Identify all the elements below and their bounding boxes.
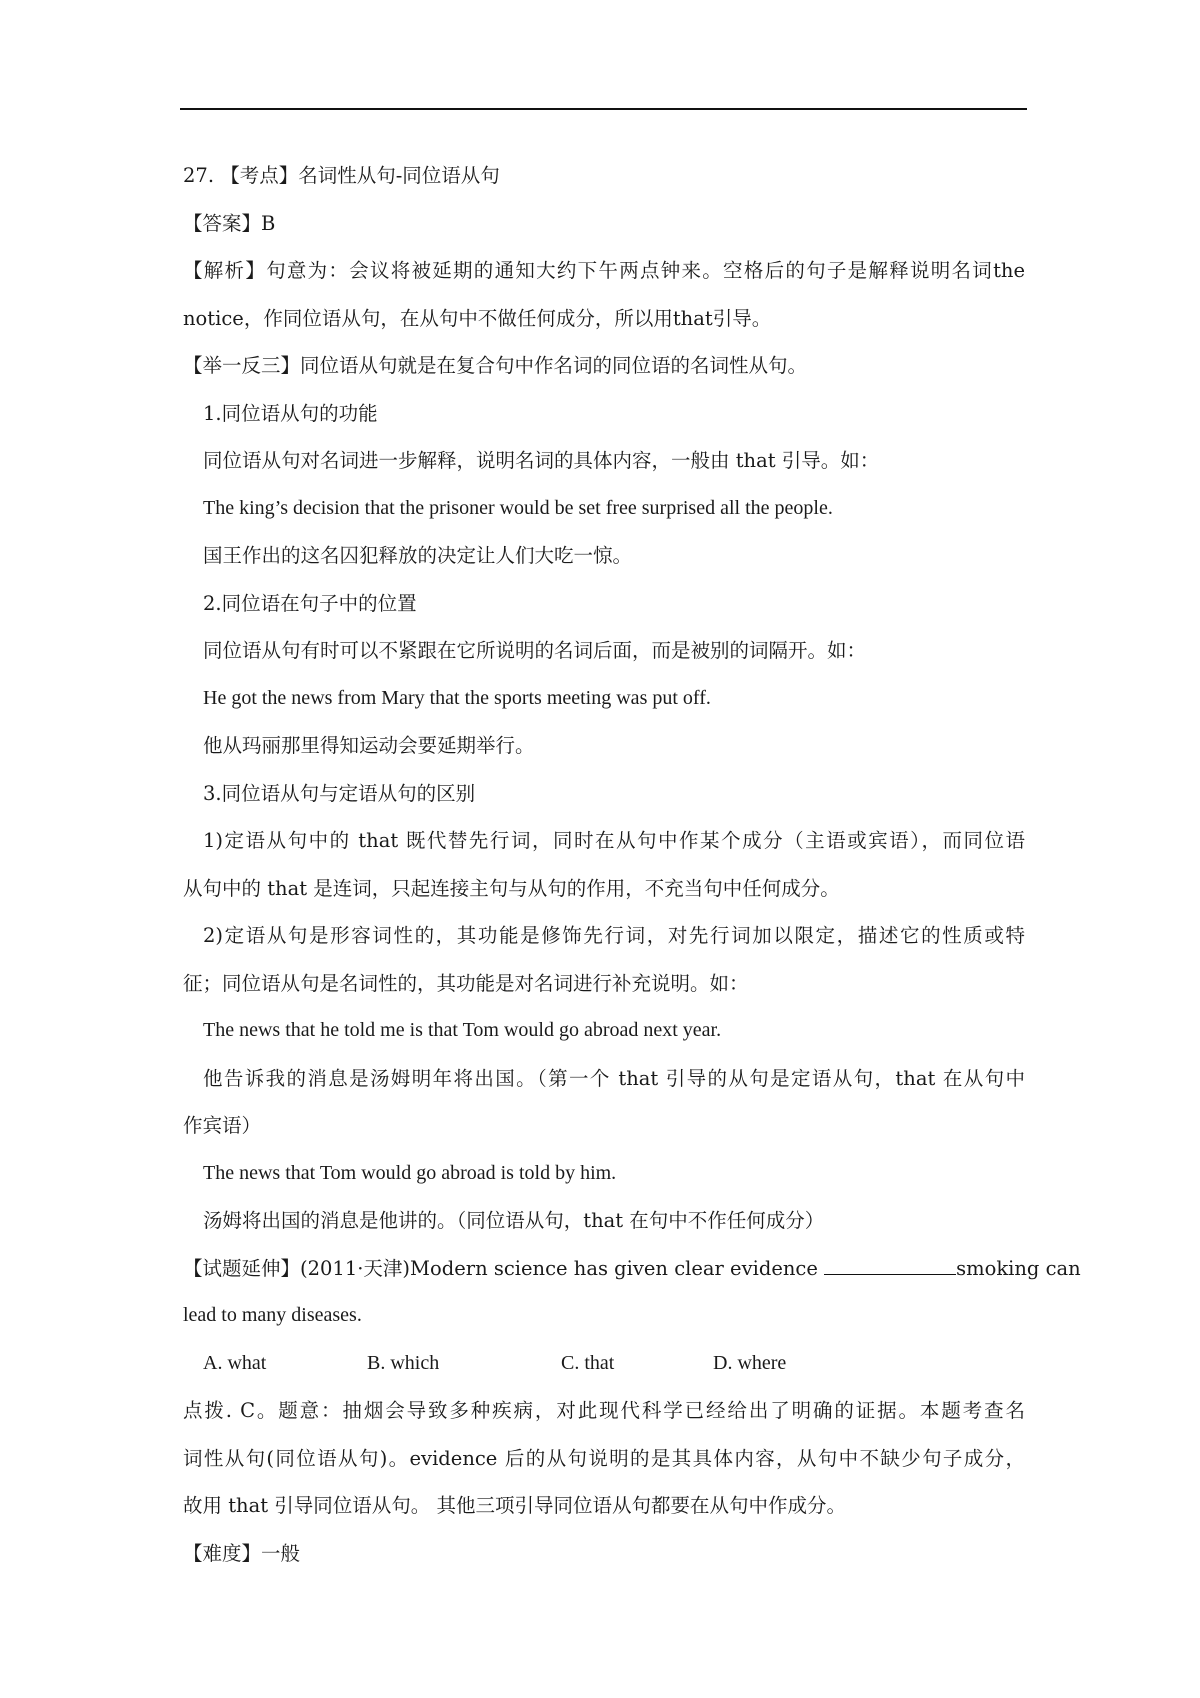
difficulty-line: 【难度】一般 xyxy=(183,1541,301,1565)
hint-line-2: 词性从句(同位语从句)。evidence 后的从句说明的是其具体内容，从句中不缺少句子成分， xyxy=(183,1446,1025,1470)
practice-question-stem: 【试题延伸】(2011·天津)Modern science has given clear evidence xyxy=(183,1256,825,1280)
answer-blank xyxy=(824,1256,956,1275)
practice-question-line-1 xyxy=(183,1245,1081,1293)
extension-intro: 【举一反三】同位语从句就是在复合句中作名词的同位语的名词性从句。 xyxy=(183,354,808,377)
option-d: D. where xyxy=(713,1351,787,1374)
difference-point-1-line-1: 1)定语从句中的 that 既代替先行词，同时在从句中作某个成分（主语或宾语），而同位语 xyxy=(203,829,1025,852)
position-text: 同位语从句有时可以不紧跟在它所说明的名词后面，而是被别的词隔开。如： xyxy=(203,639,867,662)
header-rule xyxy=(180,108,1027,110)
practice-question-stem-end: smoking can xyxy=(956,1256,1081,1280)
example-sentence-3: The news that he told me is that Tom would go abroad next year. xyxy=(203,1019,722,1041)
option-b: B. which xyxy=(367,1351,440,1374)
hint-line-1: 点拨. C。题意：抽烟会导致多种疾病，对此现代科学已经给出了明确的证据。本题考查名 xyxy=(183,1399,1025,1422)
example-translation-2: 他从玛丽那里得知运动会要延期举行。 xyxy=(203,734,535,757)
difference-point-2-line-2: 征；同位语从句是名词性的，其功能是对名词进行补充说明。如： xyxy=(183,971,749,995)
example-translation-3-line-1: 他告诉我的消息是汤姆明年将出国。（第一个 that 引导的从句是定语从句，that 在从句中 xyxy=(203,1066,1025,1090)
option-a: A. what xyxy=(203,1351,267,1374)
section-heading-position: 2.同位语在句子中的位置 xyxy=(203,591,417,615)
example-translation-4: 汤姆将出国的消息是他讲的。（同位语从句，that 在句中不作任何成分） xyxy=(203,1209,825,1232)
difference-point-2-line-1: 2)定语从句是形容词性的，其功能是修饰先行词，对先行词加以限定，描述它的性质或特 xyxy=(203,924,1025,947)
analysis-line-2: notice，作同位语从句，在从句中不做任何成分，所以用that引导。 xyxy=(183,306,772,330)
answer-options xyxy=(183,1340,1025,1388)
practice-question-line-2: lead to many diseases. xyxy=(183,1304,362,1326)
example-sentence-1: The king’s decision that the prisoner would be set free surprised all the people. xyxy=(203,496,833,519)
answer-line: 【答案】B xyxy=(183,211,276,235)
example-translation-3-line-2: 作宾语） xyxy=(183,1114,262,1137)
analysis-line-1: 【解析】句意为：会议将被延期的通知大约下午两点钟来。空格后的句子是解释说明名词the xyxy=(183,259,1025,282)
example-sentence-2: He got the news from Mary that the sports meeting was put off. xyxy=(203,686,711,709)
document-body xyxy=(183,152,1081,1577)
example-sentence-4: The news that Tom would go abroad is told by him. xyxy=(203,1161,617,1184)
option-c: C. that xyxy=(561,1351,615,1374)
section-heading-function: 1.同位语从句的功能 xyxy=(203,401,378,425)
hint-line-3: 故用 that 引导同位语从句。 其他三项引导同位语从句都要在从句中作成分。 xyxy=(183,1494,846,1517)
difference-point-1-line-2: 从句中的 that 是连词，只起连接主句与从句的作用，不充当句中任何成分。 xyxy=(183,876,840,900)
example-translation-1: 国王作出的这名囚犯释放的决定让人们大吃一惊。 xyxy=(203,544,633,567)
question-heading: 27. 【考点】名词性从句-同位语从句 xyxy=(183,164,500,187)
section-heading-difference: 3.同位语从句与定语从句的区别 xyxy=(203,781,476,805)
function-text: 同位语从句对名词进一步解释，说明名词的具体内容，一般由 that 引导。如： xyxy=(203,449,880,472)
